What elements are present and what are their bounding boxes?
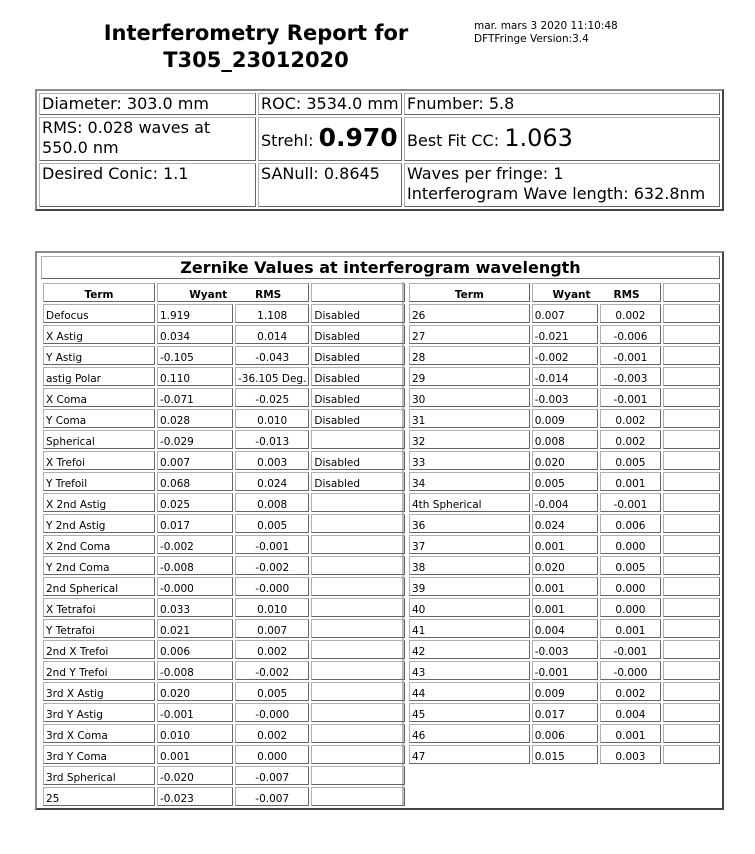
- term-cell: X 2nd Astig: [43, 493, 155, 512]
- term-cell: Y Tetrafoi: [43, 619, 155, 638]
- zernike-right-header: [409, 283, 720, 302]
- term-cell: X Coma: [43, 388, 155, 407]
- rms-cell: 0.003: [235, 451, 309, 470]
- wyant-cell: -0.023: [157, 787, 233, 806]
- status-cell: Disabled: [311, 304, 405, 323]
- rms-cell: -0.003: [600, 367, 662, 386]
- wyant-cell: -0.002: [532, 346, 598, 365]
- term-cell: 39: [409, 577, 530, 596]
- term-cell: 36: [409, 514, 530, 533]
- table-row: [409, 745, 720, 764]
- rms-cell: -0.001: [600, 640, 662, 659]
- table-row: [409, 451, 720, 470]
- wyant-cell: -0.004: [532, 493, 598, 512]
- empty-cell: [663, 325, 720, 344]
- wyant-cell: 0.017: [157, 514, 233, 533]
- wyant-cell: 0.010: [157, 724, 233, 743]
- report-meta: [474, 20, 618, 46]
- term-cell: 3rd Y Coma: [43, 745, 155, 764]
- status-cell: [311, 577, 405, 596]
- header-rms: RMS: [613, 289, 640, 301]
- status-cell: [311, 535, 405, 554]
- term-cell: 41: [409, 619, 530, 638]
- empty-cell: [663, 472, 720, 491]
- wyant-cell: 0.005: [532, 472, 598, 491]
- table-row: [409, 304, 720, 323]
- wyant-cell: -0.001: [157, 703, 233, 722]
- term-cell: Y 2nd Coma: [43, 556, 155, 575]
- rms-cell: 0.005: [235, 682, 309, 701]
- rms-cell: -0.006: [600, 325, 662, 344]
- bestfit-value: 1.063: [504, 123, 573, 152]
- empty-cell: [663, 451, 720, 470]
- term-cell: 3rd X Coma: [43, 724, 155, 743]
- waves-per-fringe: Waves per fringe: 1: [407, 164, 564, 183]
- header-term: Term: [43, 283, 155, 302]
- empty-cell: [663, 493, 720, 512]
- rms-cell: -0.002: [235, 661, 309, 680]
- term-cell: X 2nd Coma: [43, 535, 155, 554]
- wyant-cell: 0.007: [532, 304, 598, 323]
- header-wyant-rms: [532, 283, 662, 302]
- empty-cell: [663, 409, 720, 428]
- report-title: [96, 20, 416, 74]
- bestfit-label: Best Fit CC:: [407, 130, 505, 150]
- term-cell: 28: [409, 346, 530, 365]
- table-row: [43, 787, 405, 806]
- term-cell: X Astig: [43, 325, 155, 344]
- wyant-cell: -0.020: [157, 766, 233, 785]
- rms-cell: 0.000: [600, 577, 662, 596]
- rms-cell: 0.014: [235, 325, 309, 344]
- wyant-cell: 0.001: [532, 598, 598, 617]
- term-cell: 46: [409, 724, 530, 743]
- wyant-cell: 1.919: [157, 304, 233, 323]
- term-cell: 31: [409, 409, 530, 428]
- rms-cell: -0.002: [235, 556, 309, 575]
- header-wyant-rms: [157, 283, 309, 302]
- wyant-cell: 0.024: [532, 514, 598, 533]
- wyant-cell: 0.110: [157, 367, 233, 386]
- wyant-cell: -0.002: [157, 535, 233, 554]
- table-row: [43, 409, 405, 428]
- rms-cell: 1.108: [235, 304, 309, 323]
- table-row: [409, 472, 720, 491]
- rms-cell: 0.005: [235, 514, 309, 533]
- rms-line1: RMS: 0.028 waves at: [42, 118, 211, 137]
- rms-cell: 0.003: [600, 745, 662, 764]
- term-cell: 4th Spherical: [409, 493, 530, 512]
- term-cell: 40: [409, 598, 530, 617]
- empty-cell: [663, 745, 720, 764]
- wyant-cell: -0.014: [532, 367, 598, 386]
- rms-cell: -0.000: [600, 661, 662, 680]
- empty-cell: [663, 577, 720, 596]
- rms-cell: -0.025: [235, 388, 309, 407]
- status-cell: [311, 724, 405, 743]
- table-row: [43, 661, 405, 680]
- rms-cell: -0.001: [600, 388, 662, 407]
- rms-cell: -36.105 Deg.: [235, 367, 309, 386]
- term-cell: 45: [409, 703, 530, 722]
- wyant-cell: 0.068: [157, 472, 233, 491]
- rms-cell: 0.006: [600, 514, 662, 533]
- status-cell: [311, 430, 405, 449]
- table-row: [43, 703, 405, 722]
- empty-cell: [663, 556, 720, 575]
- empty-cell: [663, 640, 720, 659]
- rms-cell: 0.002: [600, 430, 662, 449]
- report-date: mar. mars 3 2020 11:10:48: [474, 20, 618, 32]
- table-row: [43, 325, 405, 344]
- rms-cell: 0.010: [235, 409, 309, 428]
- term-cell: 3rd X Astig: [43, 682, 155, 701]
- term-cell: 43: [409, 661, 530, 680]
- rms-cell: 0.007: [235, 619, 309, 638]
- header-extra: [663, 283, 720, 302]
- status-cell: Disabled: [311, 388, 405, 407]
- report-title-line1: Interferometry Report for: [103, 21, 409, 45]
- rms-cell: 0.002: [600, 409, 662, 428]
- term-cell: astig Polar: [43, 367, 155, 386]
- table-row: [43, 766, 405, 785]
- status-cell: Disabled: [311, 472, 405, 491]
- wyant-cell: 0.034: [157, 325, 233, 344]
- table-row: [409, 493, 720, 512]
- wyant-cell: -0.071: [157, 388, 233, 407]
- term-cell: 34: [409, 472, 530, 491]
- strehl-label: Strehl:: [261, 130, 319, 150]
- term-cell: 2nd Spherical: [43, 577, 155, 596]
- rms-cell: 0.005: [600, 451, 662, 470]
- table-row: [409, 514, 720, 533]
- table-row: [43, 514, 405, 533]
- wyant-cell: 0.020: [532, 451, 598, 470]
- empty-cell: [663, 514, 720, 533]
- wyant-cell: 0.021: [157, 619, 233, 638]
- wyant-cell: -0.008: [157, 661, 233, 680]
- header-wyant: Wyant: [189, 289, 228, 301]
- wyant-cell: -0.000: [157, 577, 233, 596]
- strehl-value: 0.970: [318, 122, 398, 152]
- table-row: [43, 556, 405, 575]
- table-row: [43, 304, 405, 323]
- rms-cell: -0.007: [235, 787, 309, 806]
- strehl-cell: [258, 117, 402, 161]
- table-row: [409, 346, 720, 365]
- status-cell: [311, 493, 405, 512]
- table-row: [43, 451, 405, 470]
- zernike-title: Zernike Values at interferogram wavelength: [41, 256, 720, 279]
- term-cell: 30: [409, 388, 530, 407]
- term-cell: 25: [43, 787, 155, 806]
- term-cell: 33: [409, 451, 530, 470]
- desired-conic-cell: Desired Conic: 1.1: [39, 163, 256, 207]
- wyant-cell: 0.009: [532, 409, 598, 428]
- term-cell: 44: [409, 682, 530, 701]
- term-cell: 2nd X Trefoi: [43, 640, 155, 659]
- roc-cell: ROC: 3534.0 mm: [258, 93, 402, 115]
- table-row: [43, 619, 405, 638]
- table-row: [409, 598, 720, 617]
- wyant-cell: 0.001: [532, 535, 598, 554]
- table-row: [43, 367, 405, 386]
- header-status: [311, 283, 405, 302]
- table-row: [43, 682, 405, 701]
- rms-cell: [39, 117, 256, 161]
- rms-cell: 0.000: [235, 745, 309, 764]
- term-cell: X Tetrafoi: [43, 598, 155, 617]
- table-row: [409, 388, 720, 407]
- term-cell: X Trefoi: [43, 451, 155, 470]
- table-row: [409, 535, 720, 554]
- term-cell: 42: [409, 640, 530, 659]
- table-row: [43, 745, 405, 764]
- report-title-line2: T305_23012020: [163, 48, 349, 72]
- wyant-cell: 0.020: [157, 682, 233, 701]
- sanull-cell: SANull: 0.8645: [258, 163, 402, 207]
- empty-cell: [663, 598, 720, 617]
- wyant-cell: 0.033: [157, 598, 233, 617]
- table-row: [409, 640, 720, 659]
- empty-cell: [663, 619, 720, 638]
- rms-cell: -0.001: [600, 346, 662, 365]
- table-row: [43, 346, 405, 365]
- status-cell: Disabled: [311, 451, 405, 470]
- rms-cell: 0.000: [600, 598, 662, 617]
- rms-cell: -0.000: [235, 703, 309, 722]
- rms-cell: 0.000: [600, 535, 662, 554]
- rms-cell: 0.002: [600, 304, 662, 323]
- wyant-cell: 0.020: [532, 556, 598, 575]
- waves-cell: [404, 163, 720, 207]
- rms-cell: -0.000: [235, 577, 309, 596]
- wyant-cell: 0.015: [532, 745, 598, 764]
- rms-cell: 0.001: [600, 472, 662, 491]
- empty-cell: [663, 703, 720, 722]
- term-cell: 27: [409, 325, 530, 344]
- status-cell: [311, 703, 405, 722]
- wyant-cell: 0.017: [532, 703, 598, 722]
- table-row: [43, 472, 405, 491]
- wyant-cell: 0.007: [157, 451, 233, 470]
- term-cell: 26: [409, 304, 530, 323]
- header-rms: RMS: [255, 289, 282, 301]
- term-cell: 3rd Y Astig: [43, 703, 155, 722]
- bestfit-cell: [404, 117, 720, 161]
- table-row: [409, 682, 720, 701]
- empty-cell: [663, 682, 720, 701]
- rms-cell: 0.001: [600, 619, 662, 638]
- wyant-cell: 0.006: [532, 724, 598, 743]
- rms-cell: 0.002: [235, 640, 309, 659]
- table-row: [409, 409, 720, 428]
- term-cell: 29: [409, 367, 530, 386]
- table-row: [409, 619, 720, 638]
- table-row: [409, 724, 720, 743]
- table-row: [43, 535, 405, 554]
- wyant-cell: 0.008: [532, 430, 598, 449]
- empty-cell: [663, 304, 720, 323]
- status-cell: Disabled: [311, 325, 405, 344]
- wyant-cell: 0.025: [157, 493, 233, 512]
- rms-cell: 0.010: [235, 598, 309, 617]
- table-row: [43, 388, 405, 407]
- empty-cell: [663, 430, 720, 449]
- status-cell: [311, 514, 405, 533]
- table-row: [409, 661, 720, 680]
- table-row: [43, 493, 405, 512]
- term-cell: Spherical: [43, 430, 155, 449]
- rms-cell: 0.002: [600, 682, 662, 701]
- status-cell: [311, 619, 405, 638]
- term-cell: 37: [409, 535, 530, 554]
- wyant-cell: -0.105: [157, 346, 233, 365]
- empty-cell: [663, 661, 720, 680]
- zernike-left-table: [41, 281, 407, 808]
- wyant-cell: 0.001: [532, 577, 598, 596]
- header-term: Term: [409, 283, 530, 302]
- table-row: [409, 556, 720, 575]
- empty-cell: [663, 388, 720, 407]
- table-row: [43, 598, 405, 617]
- rms-cell: 0.002: [235, 724, 309, 743]
- status-cell: [311, 766, 405, 785]
- empty-cell: [663, 535, 720, 554]
- status-cell: [311, 640, 405, 659]
- rms-cell: 0.008: [235, 493, 309, 512]
- wyant-cell: -0.008: [157, 556, 233, 575]
- rms-cell: 0.001: [600, 724, 662, 743]
- term-cell: 32: [409, 430, 530, 449]
- rms-cell: -0.007: [235, 766, 309, 785]
- wyant-cell: -0.003: [532, 388, 598, 407]
- table-row: [43, 577, 405, 596]
- wyant-cell: 0.006: [157, 640, 233, 659]
- summary-table: [35, 89, 724, 211]
- table-row: [409, 325, 720, 344]
- wyant-cell: 0.001: [157, 745, 233, 764]
- table-row: [409, 430, 720, 449]
- empty-cell: [663, 367, 720, 386]
- table-row: [43, 640, 405, 659]
- status-cell: Disabled: [311, 367, 405, 386]
- interferogram-wavelength: Interferogram Wave length: 632.8nm: [407, 184, 706, 203]
- term-cell: Defocus: [43, 304, 155, 323]
- rms-cell: -0.001: [600, 493, 662, 512]
- empty-cell: [663, 346, 720, 365]
- term-cell: 2nd Y Trefoi: [43, 661, 155, 680]
- zernike-panel: [35, 251, 724, 810]
- status-cell: [311, 598, 405, 617]
- wyant-cell: 0.009: [532, 682, 598, 701]
- wyant-cell: -0.003: [532, 640, 598, 659]
- table-row: [43, 430, 405, 449]
- rms-cell: 0.005: [600, 556, 662, 575]
- status-cell: Disabled: [311, 409, 405, 428]
- empty-cell: [663, 724, 720, 743]
- table-row: [409, 367, 720, 386]
- status-cell: [311, 787, 405, 806]
- rms-cell: 0.004: [600, 703, 662, 722]
- status-cell: [311, 745, 405, 764]
- status-cell: [311, 661, 405, 680]
- status-cell: Disabled: [311, 346, 405, 365]
- table-row: [409, 703, 720, 722]
- rms-cell: -0.001: [235, 535, 309, 554]
- diameter-cell: Diameter: 303.0 mm: [39, 93, 256, 115]
- fnumber-cell: Fnumber: 5.8: [404, 93, 720, 115]
- table-row: [409, 577, 720, 596]
- term-cell: Y Coma: [43, 409, 155, 428]
- wyant-cell: -0.001: [532, 661, 598, 680]
- term-cell: Y Astig: [43, 346, 155, 365]
- zernike-left-header: [43, 283, 405, 302]
- wyant-cell: 0.004: [532, 619, 598, 638]
- wyant-cell: 0.028: [157, 409, 233, 428]
- table-row: [43, 724, 405, 743]
- rms-cell: 0.024: [235, 472, 309, 491]
- rms-cell: -0.013: [235, 430, 309, 449]
- status-cell: [311, 682, 405, 701]
- term-cell: 47: [409, 745, 530, 764]
- status-cell: [311, 556, 405, 575]
- term-cell: Y 2nd Astig: [43, 514, 155, 533]
- term-cell: 3rd Spherical: [43, 766, 155, 785]
- rms-cell: -0.043: [235, 346, 309, 365]
- zernike-right-table: [407, 281, 722, 766]
- wyant-cell: -0.021: [532, 325, 598, 344]
- header-wyant: Wyant: [552, 289, 591, 301]
- term-cell: 38: [409, 556, 530, 575]
- rms-line2: 550.0 nm: [42, 138, 119, 157]
- software-version: DFTFringe Version:3.4: [474, 33, 589, 45]
- term-cell: Y Trefoil: [43, 472, 155, 491]
- wyant-cell: -0.029: [157, 430, 233, 449]
